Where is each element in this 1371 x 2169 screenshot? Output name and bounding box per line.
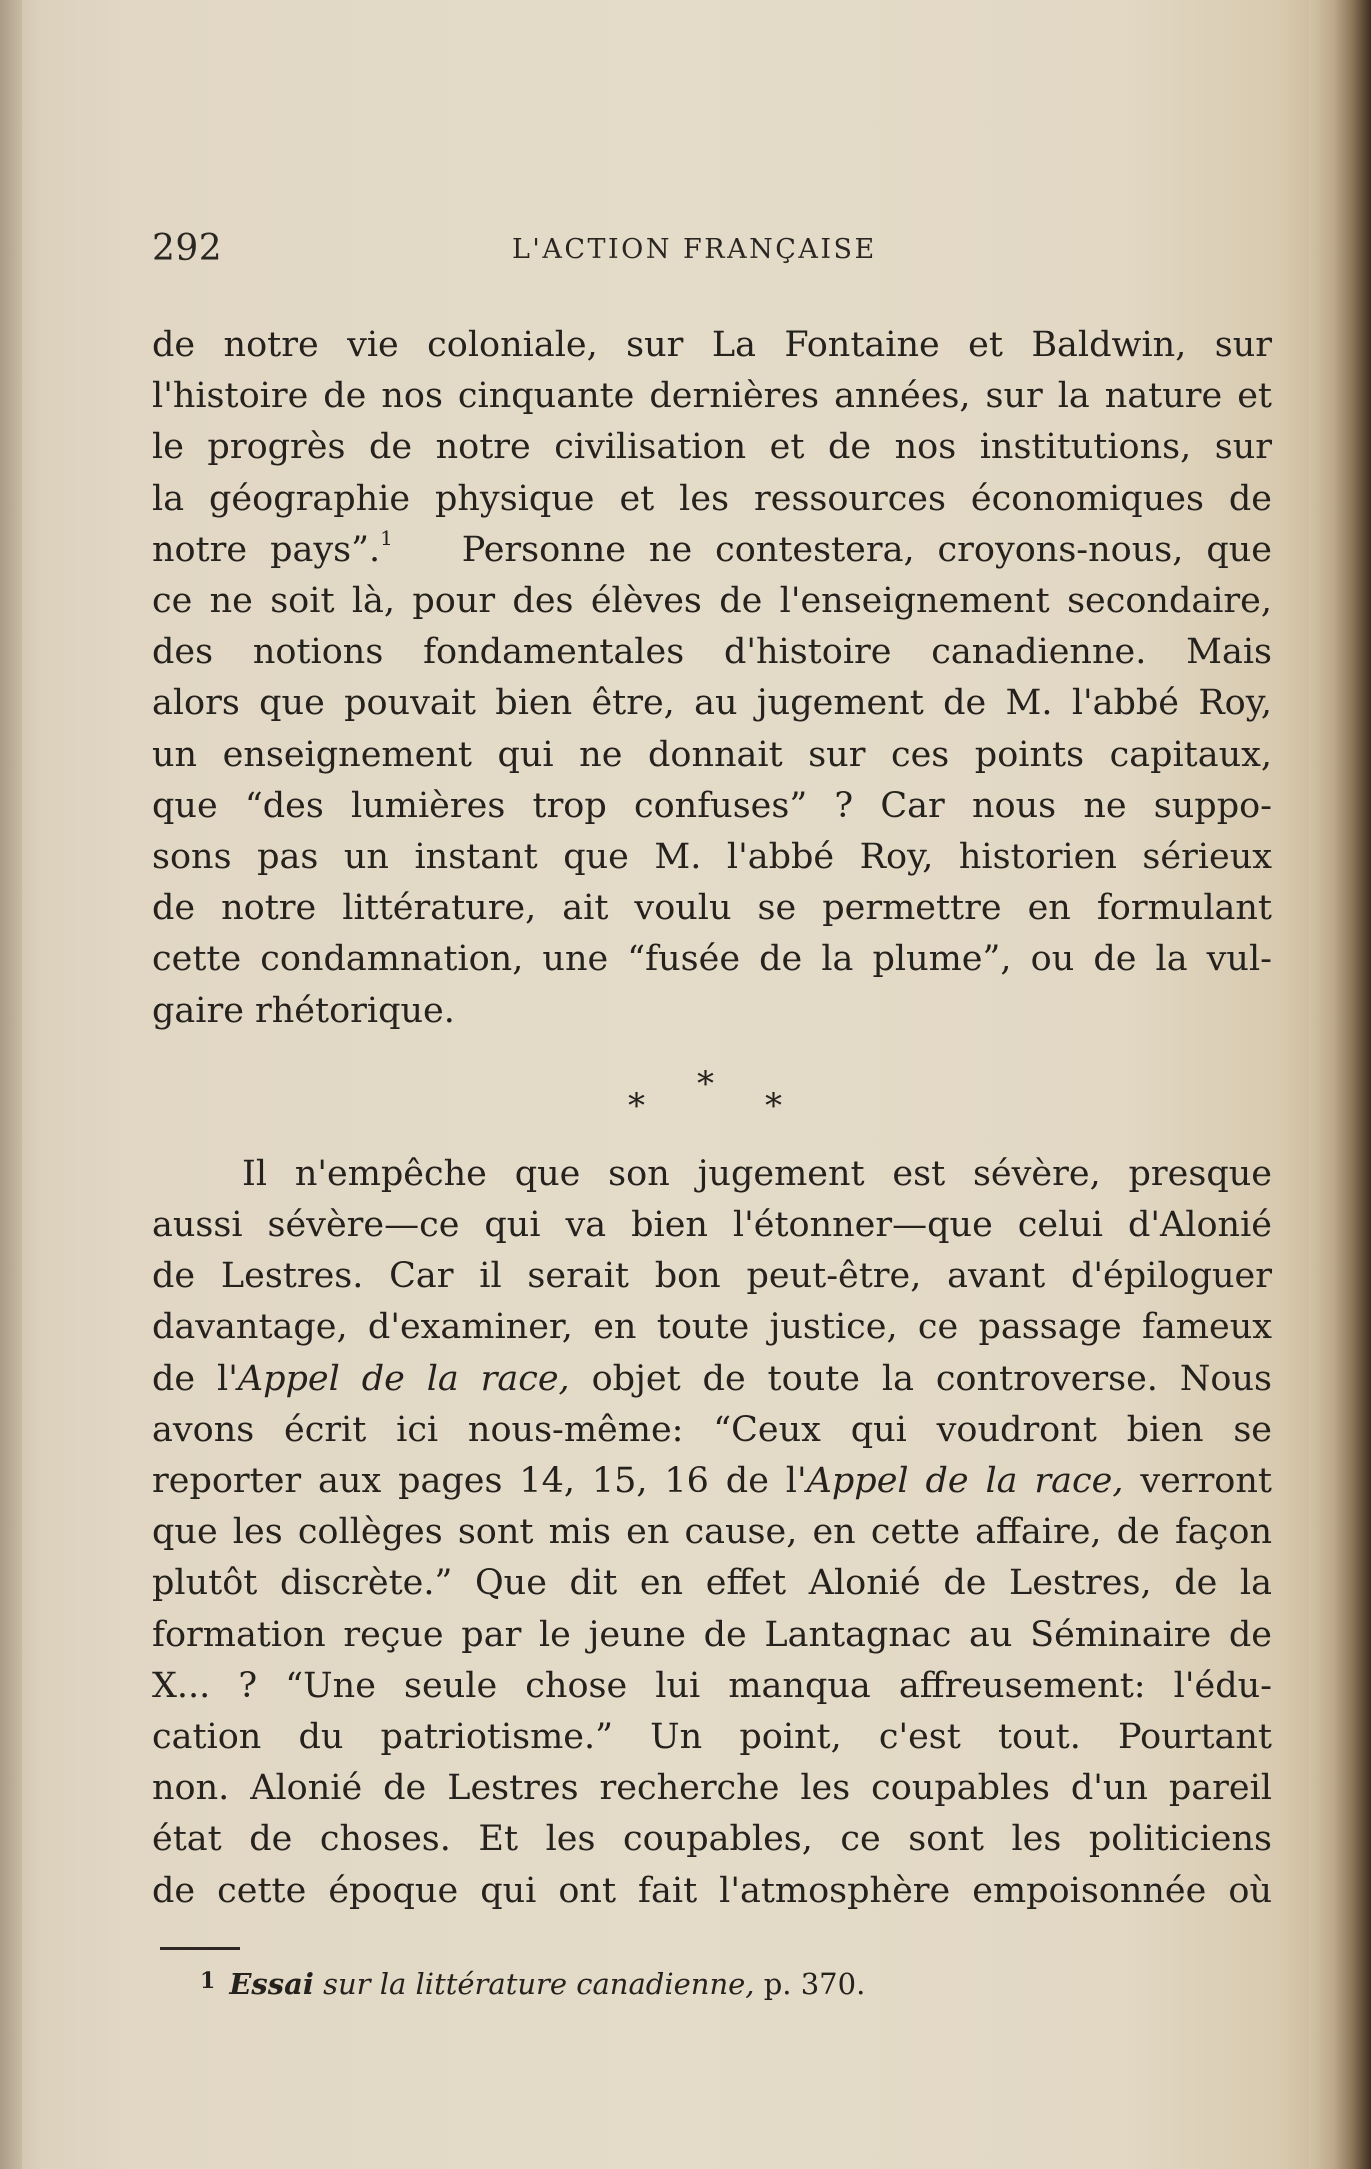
journal-title: L'ACTION FRANÇAISE [512,234,877,265]
book-title: Appel de la race, [806,1461,1124,1502]
text-line: état de choses. Et les coupables, ce sont les politiciens [152,1819,1272,1860]
text-line: avons écrit ici nous-même: “Ceux qui voudront bien se [152,1409,1272,1450]
book-title: Appel de la race, [237,1358,570,1399]
text-line: cation du patriotisme.” Un point, c'est tout. Pourtant [152,1717,1272,1758]
text-line: de notre littérature, ait voulu se permettre en formulant [152,888,1272,929]
text-line: que “des lumières trop confuses” ? Car nous ne suppo- [152,785,1272,826]
text-line: non. Alonié de Lestres recherche les coupables d'un pareil [152,1768,1272,1809]
section-separator [152,1037,1272,1149]
footnote [200,1967,865,2001]
text-line: formation reçue par le jeune de Lantagnac au Séminaire de [152,1614,1272,1655]
page-number: 292 [152,228,223,269]
text-line: Il n'empêche que son jugement est sévère, presque [242,1153,1272,1194]
body-text [152,320,1272,1917]
asterisk: * [765,1085,782,1126]
text-line: alors que pouvait bien être, au jugement de M. l'abbé Roy, [152,683,1272,724]
asterisk: * [697,1063,714,1104]
text-segment: verront [1123,1461,1272,1502]
text-line: de Lestres. Car il serait bon peut-être, avant d'épiloguer [152,1256,1272,1297]
text-line: sons pas un instant que M. l'abbé Roy, historien sérieux [152,837,1272,878]
text-line: que les collèges sont mis en cause, en cette affaire, de façon [152,1512,1272,1553]
text-line: l'histoire de nos cinquante dernières années, sur la nature et [152,376,1272,417]
text-line [152,525,1272,576]
footnote-title-rest: sur la littérature canadienne, [313,1967,755,2001]
text-line: davantage, d'examiner, en toute justice, ce passage fameux [152,1307,1272,1348]
footnote-rule [160,1947,240,1950]
text-line [152,1354,1272,1405]
footnote-title: Essai [229,1967,314,2001]
text-segment: Personne ne contestera, croyons-nous, que [461,529,1272,570]
footnote-reference: 1 [380,525,393,550]
text-segment: notre pays”. [152,529,381,570]
footnote-marker: 1 [200,1968,216,1994]
text-line: des notions fondamentales d'histoire canadienne. Mais [152,632,1272,673]
text-line [152,1456,1272,1507]
text-segment: objet de toute la controverse. Nous [569,1358,1273,1399]
text-segment: reporter aux pages 14, 15, 16 de l' [152,1461,807,1502]
running-head [152,228,1277,272]
footnote-page: p. 370. [754,1967,866,2001]
text-line: un enseignement qui ne donnait sur ces points capitaux, [152,734,1272,775]
text-line: X... ? “Une seule chose lui manqua affreusement: l'édu- [152,1665,1272,1706]
text-line: le progrès de notre civilisation et de nos institutions, sur [152,427,1272,468]
text-line: la géographie physique et les ressources économiques de [152,478,1272,519]
text-line: plutôt discrète.” Que dit en effet Alonié de Lestres, de la [152,1563,1272,1604]
book-edge-shadow [1309,0,1371,2169]
text-segment: de l' [152,1358,238,1399]
text-line: gaire rhétorique. [152,990,455,1031]
text-line: ce ne soit là, pour des élèves de l'enseignement secondaire, [152,581,1272,622]
text-line: aussi sévère—ce qui va bien l'étonner—que celui d'Alonié [152,1205,1272,1246]
page-edge [0,0,22,2169]
asterisk: * [628,1085,645,1126]
text-line: cette condamnation, une “fusée de la plume”, ou de la vul- [152,939,1272,980]
text-line: de cette époque qui ont fait l'atmosphère empoisonnée où [152,1870,1272,1911]
text-line: de notre vie coloniale, sur La Fontaine et Baldwin, sur [152,325,1272,365]
